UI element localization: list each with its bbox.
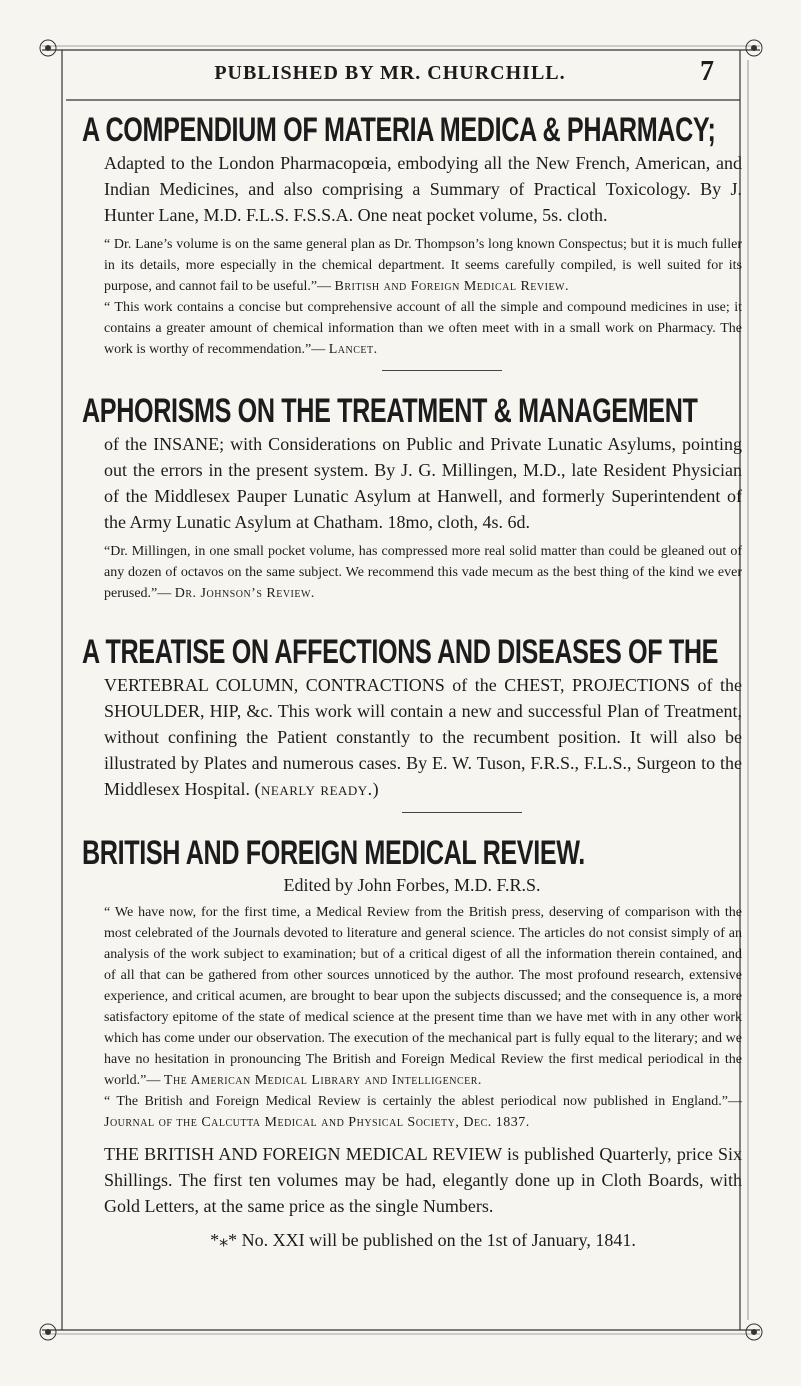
review-quote (104, 541, 742, 604)
corner-ornament-top-right (746, 40, 762, 56)
review-quote (104, 234, 742, 297)
section-title-review: BRITISH AND FOREIGN MEDICAL REVIEW. (82, 834, 585, 872)
corner-ornament-bottom-left (40, 1324, 56, 1340)
review-source: The American Medical Library and Intelligencer. (163, 1073, 482, 1088)
section-description-aphorisms: of the INSANE; with Considerations on Public and Private Lunatic Asylums, pointing out the errors in the present system. By J. G. Millingen, M.D., late Resident Physician of the Middlesex Pauper Lunatic Asylum at Hanwell, and formerly Superintendent of the Army Lunatic Asylum at Chatham. 18mo, cloth, 4s. 6d. (104, 434, 742, 532)
publication-status: (nearly ready.) (254, 779, 380, 799)
section-description-compendium: Adapted to the London Pharmacopœia, embodying all the New French, American, and Indian Medicines, and also comprising a Summary of Practical Toxicology. By J. Hunter Lane, M.D. F.L.S. F.S.S.A. One neat pocket volume, 5s. cloth. (104, 153, 742, 225)
review-quote (104, 902, 742, 1091)
editor-credit: Edited by John Forbes, M.D. F.R.S. (283, 875, 541, 895)
running-title: PUBLISHED BY MR. CHURCHILL. (214, 62, 566, 84)
review-source: Journal of the Calcutta Medical and Physical Society, Dec. 1837. (104, 1115, 530, 1130)
footer-notice: *⁎* No. XXI will be published on the 1st of January, 1841. (210, 1230, 636, 1250)
corner-ornament-bottom-right (746, 1324, 762, 1340)
treatise-description: VERTEBRAL COLUMN, CONTRACTIONS of the CHEST, PROJECTIONS of the SHOULDER, HIP, &c. This work will contain a new and successful Plan of Treatment, without confining the Patient constantly to the recumbent position. It will also be illustrated by Plates and numerous cases. By E. W. Tuson, F.R.S., F.L.S., Surgeon to the Middlesex Hospital. (104, 675, 742, 799)
section-title-aphorisms: APHORISMS ON THE TREATMENT & MANAGEMENT (82, 392, 698, 430)
section-description-treatise (104, 672, 742, 802)
review-text: “ The British and Foreign Medical Review is certainly the ablest periodical now published in England.”— (104, 1094, 742, 1109)
section-divider (402, 812, 522, 813)
review-text: “Dr. Millingen, in one small pocket volume, has compressed more real solid matter than could be gleaned out of any dozen of octavos on the same subject. We recommend this vade mecum as the best thing of the kind we ever perused.”— (104, 544, 742, 601)
review-text: “ This work contains a concise but comprehensive account of all the simple and compound medicines in use; it contains a greater amount of chemical information than we often meet with in a small work on Pharmacy. The work is worthy of recommendation.”— (104, 300, 742, 357)
section-title-compendium: A COMPENDIUM OF MATERIA MEDICA & PHARMACY; (82, 111, 716, 149)
review-source: Lancet. (328, 342, 378, 357)
review-source: British and Foreign Medical Review. (334, 279, 569, 294)
corner-ornament-top-left (40, 40, 56, 56)
section-divider (382, 370, 502, 371)
page-number: 7 (700, 56, 714, 87)
review-text: “ Dr. Lane’s volume is on the same general plan as Dr. Thompson’s long known Conspectus; but it is much fuller in its details, more especially in the chemical department. It seems carefully compiled, is well suited for its purpose, and cannot fail to be useful.”— (104, 237, 742, 294)
section-title-treatise: A TREATISE ON AFFECTIONS AND DISEASES OF THE (82, 633, 719, 671)
review-text: “ We have now, for the first time, a Medical Review from the British press, deserving of comparison with the most celebrated of the Journals devoted to literature and general science. The articles do not consist simply of an analysis of the work subject to examination; but of a critical digest of all the information therein contained, and of all that can be gathered from other sources unnoticed by the author. The most profound research, extensive experience, and critical acumen, are brought to bear upon the subjects discussed; and the consequence is, a more satisfactory epitome of the state of medical science at the present time than we have met with in any other work which has come under our observation. The execution of the mechanical part is fully equal to the literary; and we have no hesitation in pronouncing The British and Foreign Medical Review the first medical periodical in the world.”— (104, 905, 742, 1088)
page-content (82, 110, 742, 1253)
review-quote (104, 297, 742, 360)
review-source: Dr. Johnson’s Review. (174, 586, 315, 601)
review-quote (104, 1091, 742, 1133)
publication-note: THE BRITISH AND FOREIGN MEDICAL REVIEW is published Quarterly, price Six Shillings. The first ten volumes may be had, elegantly done up in Cloth Boards, with Gold Letters, at the same price as the single Numbers. (104, 1144, 742, 1216)
